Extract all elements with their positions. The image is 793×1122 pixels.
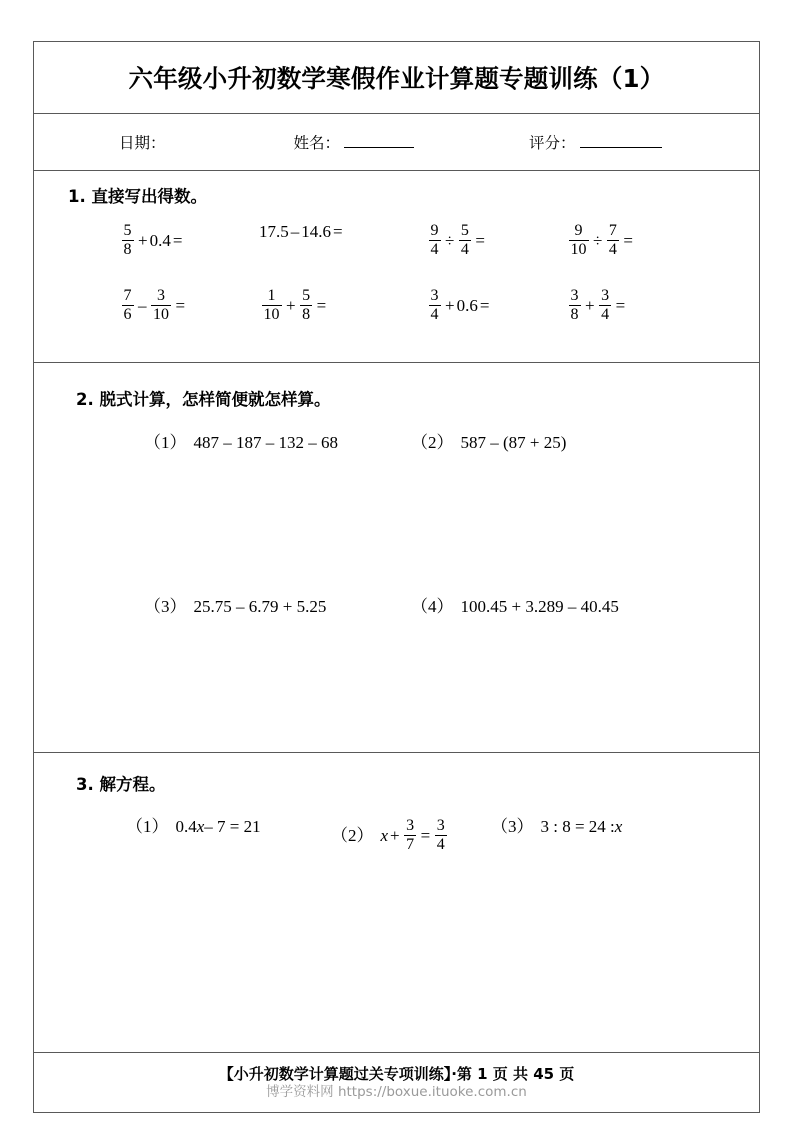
variable-x: x	[614, 817, 623, 836]
problem-1-5[interactable]: $\frac{7}{6}$ – $\frac{3}{10}$ =	[123, 287, 186, 323]
page-title: 六年级小升初数学寒假作业计算题专题训练（1）	[128, 64, 665, 93]
fraction: $\frac{3}{4}$	[601, 287, 610, 323]
problem-1-2[interactable]: 17.5 – 14.6 =	[259, 222, 343, 241]
problem-2-1[interactable]	[144, 434, 338, 451]
problem-label: （3）	[491, 817, 534, 836]
fraction: $\frac{1}{10}$	[263, 287, 280, 323]
section-2	[34, 363, 759, 753]
fraction: $\frac{9}{4}$	[430, 222, 439, 258]
watermark: 博学资料网 https://boxue.ituoke.com.cn	[266, 1084, 527, 1100]
score-blank-line[interactable]	[580, 135, 662, 148]
problem-3-3[interactable]: （3） 3 : 8 = 24 : x	[491, 817, 623, 836]
problem-label: （1）	[144, 433, 187, 452]
section-2-heading: 2. 脱式计算，怎样简便就怎样算。	[76, 390, 331, 409]
name-blank-line[interactable]	[344, 135, 414, 148]
problem-label: （1）	[126, 817, 169, 836]
problem-label: （3）	[144, 597, 187, 616]
date-label: 日期：	[119, 134, 166, 152]
problem-2-2[interactable]	[411, 434, 566, 451]
fraction: $\frac{7}{6}$	[123, 287, 132, 323]
section-3-heading: 3. 解方程。	[76, 775, 166, 794]
problem-label: （2）	[331, 826, 374, 845]
problem-expression: 487 – 187 – 132 – 68	[193, 433, 338, 452]
title-row	[34, 42, 759, 114]
problem-2-3[interactable]	[144, 598, 326, 615]
score-label: 评分：	[529, 134, 576, 152]
fraction: $\frac{3}{8}$	[570, 287, 579, 323]
problem-1-4[interactable]: $\frac{9}{10}$ ÷ $\frac{7}{4}$ =	[570, 222, 633, 258]
problem-2-4[interactable]	[411, 598, 619, 615]
variable-x: x	[380, 826, 389, 845]
problem-1-1[interactable]: $\frac{5}{8}$ + 0.4 =	[123, 222, 183, 258]
fraction: $\frac{3}{4}$	[430, 287, 439, 323]
problem-expression: 25.75 – 6.79 + 5.25	[193, 597, 327, 616]
problem-3-1[interactable]: （1） 0.4 x – 7 = 21	[126, 817, 261, 836]
problem-1-6[interactable]: $\frac{1}{10}$ + $\frac{5}{8}$ =	[263, 287, 327, 323]
fraction: $\frac{3}{10}$	[153, 287, 169, 323]
fraction: $\frac{3}{4}$	[436, 817, 445, 853]
section-1	[34, 171, 759, 363]
fraction: $\frac{7}{4}$	[608, 222, 617, 258]
footer-page-info: 【小升初数学计算题过关专项训练】·第 1 页 共 45 页	[218, 1065, 575, 1083]
section-1-heading: 1. 直接写出得数。	[68, 187, 207, 206]
fraction: $\frac{3}{7}$	[406, 817, 415, 853]
worksheet-page	[33, 41, 760, 1113]
problem-1-7[interactable]: $\frac{3}{4}$ + 0.6 =	[430, 287, 490, 323]
variable-x: x	[196, 817, 205, 836]
problem-expression: 100.45 + 3.289 – 40.45	[460, 597, 619, 616]
problem-3-2[interactable]: （2） x + $\frac{3}{7}$ = $\frac{3}{4}$	[331, 817, 445, 853]
fraction: $\frac{5}{4}$	[460, 222, 469, 258]
fraction: $\frac{9}{10}$	[570, 222, 587, 258]
name-field[interactable]	[294, 131, 415, 153]
date-field[interactable]	[119, 131, 166, 153]
fraction: $\frac{5}{8}$	[123, 222, 132, 258]
section-3	[34, 753, 759, 1053]
problem-expression: 587 – (87 + 25)	[460, 433, 567, 452]
student-info-row	[34, 114, 759, 171]
fraction: $\frac{5}{8}$	[302, 287, 311, 323]
name-label: 姓名：	[293, 134, 341, 152]
problem-label: （4）	[411, 597, 454, 616]
problem-1-8[interactable]: $\frac{3}{8}$ + $\frac{3}{4}$ =	[570, 287, 626, 323]
problem-label: （2）	[411, 433, 454, 452]
problem-1-3[interactable]: $\frac{9}{4}$ ÷ $\frac{5}{4}$ =	[430, 222, 485, 258]
score-field[interactable]	[529, 131, 662, 153]
